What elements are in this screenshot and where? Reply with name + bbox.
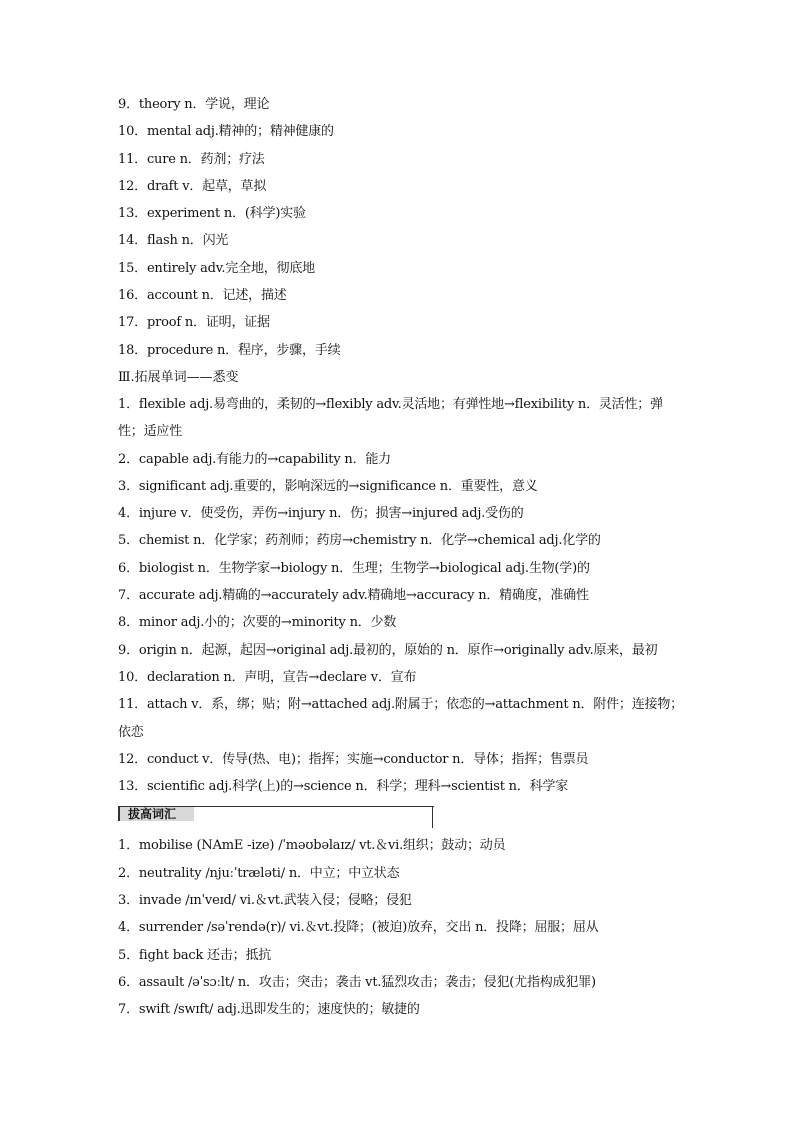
vocabulary-list-advanced <box>118 832 683 1023</box>
banner-label: 拔高词汇 <box>128 807 177 822</box>
list-item: 12．conduct v．传导(热、电)；指挥；实施→conductor n．导体；指挥；售票员 <box>118 751 589 767</box>
document-page <box>118 91 683 1024</box>
list-item: 7．accurate adj.精确的→accurately adv.精确地→accuracy n．精确度，准确性 <box>118 588 589 604</box>
list-item: 3．significant adj.重要的，影响深远的→significance n．重要性，意义 <box>118 478 538 494</box>
list-item: 15．entirely adv.完全地，彻底地 <box>118 260 315 276</box>
vocabulary-list-basic <box>118 91 683 364</box>
list-item: 13．scientific adj.科学(上)的→science n．科学；理科→scientist n．科学家 <box>118 779 569 795</box>
list-item: 5．fight back 还击；抵抗 <box>118 947 272 963</box>
list-item: 4．surrender /səˈrendə(r)/ vi.＆vt.投降；(被迫)放弃，交出 n．投降；屈服；屈从 <box>118 920 599 936</box>
list-item: 4．injure v．使受伤，弄伤→injury n．伤；损害→injured adj.受伤的 <box>118 506 524 522</box>
list-item: 8．minor adj.小的；次要的→minority n．少数 <box>118 615 397 631</box>
list-item: 10．declaration n．声明，宣告→declare v．宣布 <box>118 669 417 685</box>
list-item: 18．procedure n．程序，步骤，手续 <box>118 342 341 358</box>
list-item: 12．draft v．起草，草拟 <box>118 178 267 194</box>
banner-label-box <box>118 806 194 821</box>
list-item: 16．account n．记述，描述 <box>118 288 287 304</box>
list-item: 6．biologist n．生物学家→biology n．生理；生物学→biological adj.生物(学)的 <box>118 560 590 576</box>
list-item: 3．invade /ɪnˈveɪd/ vi.＆vt.武装入侵；侵略；侵犯 <box>118 893 412 909</box>
list-item: 14．flash n．闪光 <box>118 233 229 249</box>
vocabulary-list-derived <box>118 391 683 800</box>
section-heading: Ⅲ.拓展单词——悉变 <box>118 369 239 385</box>
list-item: 13．experiment n．(科学)实验 <box>118 206 306 222</box>
list-item: 10．mental adj.精神的；精神健康的 <box>118 124 334 140</box>
list-item: 11．attach v．系，绑；贴；附→attached adj.附属于；依恋的→attachment n．附件；连接物；依恋 <box>118 697 683 740</box>
list-item: 1．flexible adj.易弯曲的，柔韧的→flexibly adv.灵活地；有弹性地→flexibility n．灵活性；弹性；适应性 <box>118 396 663 440</box>
list-item: 1．mobilise (NAmE -ize) /ˈməʊbəlaɪz/ vt.＆vi.组织；鼓动；动员 <box>118 838 506 854</box>
banner-tick <box>432 806 433 828</box>
list-item: 7．swift /swɪft/ adj.迅即发生的；速度快的；敏捷的 <box>118 1002 420 1018</box>
list-item: 9．theory n．学说，理论 <box>118 97 270 112</box>
list-item: 17．proof n．证明，证据 <box>118 315 270 331</box>
list-item: 9．origin n．起源，起因→original adj.最初的，原始的 n．原作→originally adv.原来，最初 <box>118 642 658 658</box>
section-banner <box>118 804 434 826</box>
list-item: 5．chemist n．化学家；药剂师；药房→chemistry n．化学→chemical adj.化学的 <box>118 533 601 549</box>
list-item: 2．capable adj.有能力的→capability n．能力 <box>118 451 391 467</box>
list-item: 11．cure n．药剂；疗法 <box>118 151 265 167</box>
list-item: 2．neutrality /njuːˈtræləti/ n．中立；中立状态 <box>118 865 400 881</box>
list-item: 6．assault /əˈsɔːlt/ n．攻击；突击；袭击 vt.猛烈攻击；袭击；侵犯(尤指构成犯罪) <box>118 974 596 990</box>
